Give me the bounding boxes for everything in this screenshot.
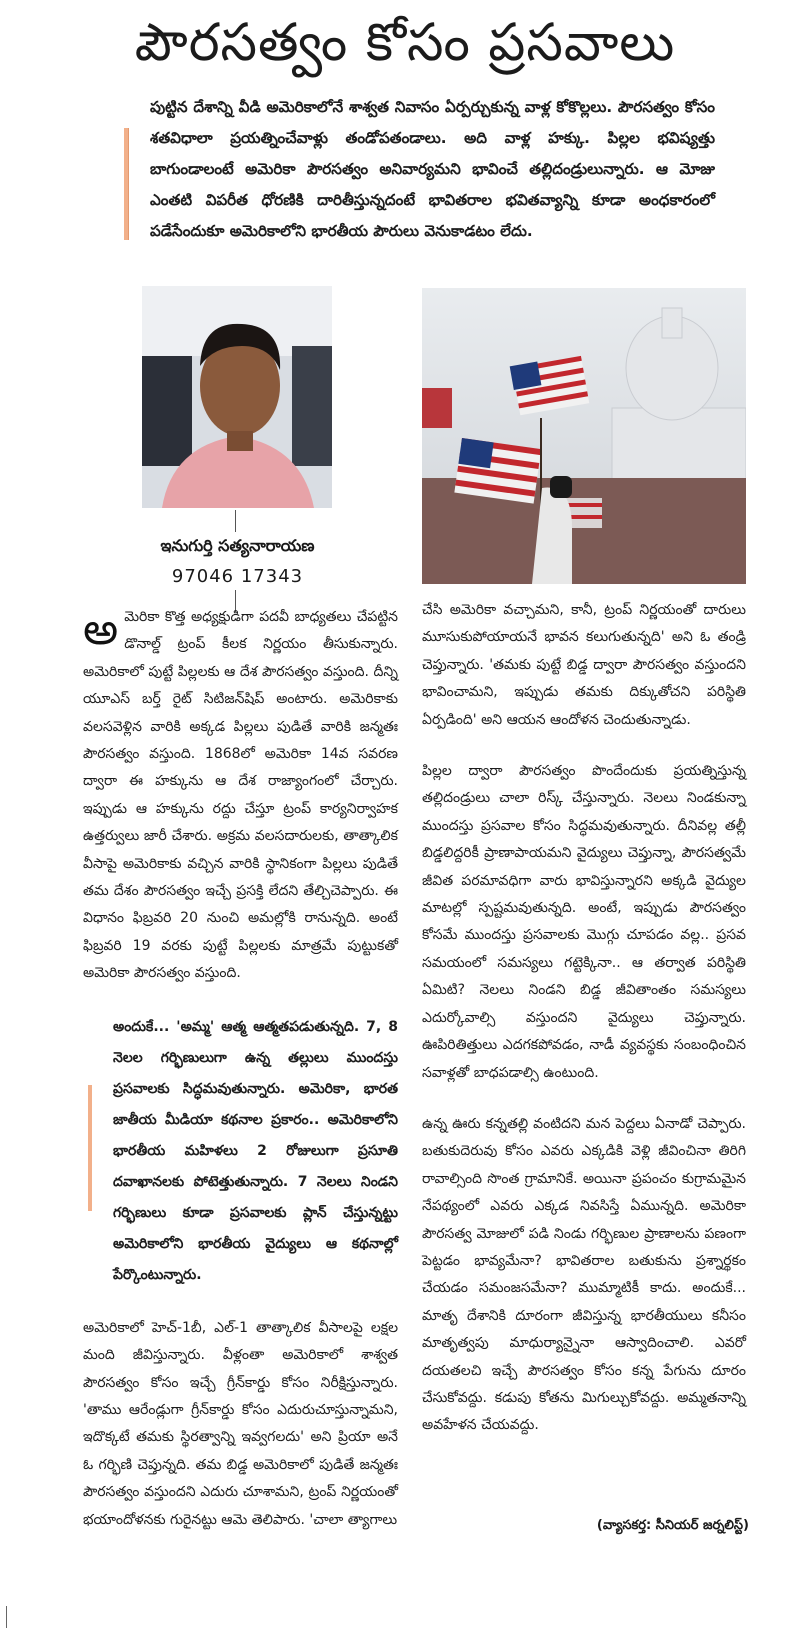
deck-intro: పుట్టిన దేశాన్ని వీడి అమెరికాలోనే శాశ్వత నివాసం ఏర్పర్చుకున్న వాళ్ల కోకొల్లలు. పౌరసత్వం కోసం శతవిధాలా ప్రయత్నించేవాళ్లు తండోపతండాలు. అది వాళ్ల హక్కు. పిల్లల భవిష్యత్తు బాగుండాలంటే అమెరికా పౌరసత్వం అనివార్యమని భావించే తల్లిదండ్రులున్నారు. ఆ మోజు ఎంతటి విపరీత ధోరణికి దారితీస్తున్నదంటే భావితరాల భవితవ్యాన్ని కూడా అంధకారంలో పడేసేందుకూ అమెరికాలోని భారతీయ పౌరులు వెనుకాడటం లేదు.	[150, 98, 715, 240]
author-phone: 97046 17343	[171, 566, 304, 587]
author-photo	[142, 286, 332, 508]
left-paragraph-1-text: మెరికా కొత్త అధ్యక్షుడిగా పదవీ బాధ్యతలు చేపట్టిన డొనాల్డ్ ట్రంప్ కీలక నిర్ణయం తీసుకున్నారు. అమెరికాలో పుట్టే పిల్లలకు ఆ దేశ పౌరసత్వం వస్తుంది. దీన్ని యూఎస్ బర్త్ రైట్ సిటిజన్‌షిప్ అంటారు. అమెరికాకు వలసవెళ్లిన వారికి అక్కడ పిల్లలు పుడితే వారికి జన్మతః పౌరసత్వం వస్తుంది. 1868లో అమెరికా 14వ సవరణ ద్వారా ఈ హక్కును ఆ దేశ రాజ్యాంగంలో చేర్చారు. ఇప్పుడు ఆ హక్కును రద్దు చేస్తూ ట్రంప్ కార్యనిర్వాహక ఉత్తర్వులు జారీ చేశారు. అక్రమ వలసదారులకు, తాత్కాలిక వీసాపై అమెరికాకు వచ్చిన వారికి స్థానికంగా పిల్లలు పుడితే తమ దేశం పౌరసత్వం ఇచ్చే ప్రసక్తి లేదని తేల్చిచెప్పారు. ఈ విధానం ఫిబ్రవరి 20 నుంచి అమల్లోకి రానున్నది. అంటే ఫిబ్రవరి 19 వరకు పుట్టే పిల్లలకు మాత్రమే పుట్టుకతో అమెరికా పౌరసత్వం వస్తుంది.	[83, 609, 398, 982]
corner-mark	[6, 1606, 7, 1628]
right-column	[422, 597, 746, 1464]
left-paragraph-2: అమెరికాలో హెచ్-1బీ, ఎల్-1 తాత్కాలిక వీసాలపై లక్షల మంది జీవిస్తున్నారు. వీళ్లంతా అమెరికాలో శాశ్వత పౌరసత్వం కోసం ఇచ్చే గ్రీన్‌కార్డు కోసం నిరీక్షిస్తున్నారు. 'తాము ఆరేండ్లుగా గ్రీన్‌కార్డు కోసం ఎదురుచూస్తున్నామని, ఇదొక్కటే తమకు స్థిరత్వాన్ని ఇవ్వగలదు' అని ప్రియా అనే ఓ గర్భిణి చెప్తున్నది. తమ బిడ్డ అమెరికాలో పుడితే జన్మతః పౌరసత్వం వస్తుందని ఎదురు చూశామని, ట్రంప్ నిర్ణయంతో భయాందోళనకు గురైనట్టు ఆమె తెలిపారు. 'చాలా త్యాగాలు	[83, 1319, 398, 1528]
left-column	[83, 604, 398, 1558]
drop-cap: అ	[83, 604, 119, 655]
right-paragraph-3: ఉన్న ఊరు కన్నతల్లి వంటిదని మన పెద్దలు ఏనాడో చెప్పారు. బతుకుదెరువు కోసం ఎవరు ఎక్కడికి వెళ్లి జీవించినా తిరిగి రావాల్సింది సొంత గ్రామానికే. అయినా ప్రపంచం కుగ్రామమైన నేపథ్యంలో ఎవరు ఎక్కడ నివసిస్తే ఏమున్నది. అమెరికా పౌరసత్వ మోజులో పడి నిండు గర్భిణుల ప్రాణాలను పణంగా పెట్టడం భావ్యమేనా? భావితరాల బతుకును ప్రశ్నార్థకం చేయడం సమంజసమేనా? ముమ్మాటికీ కాదు. అందుకే... మాతృ దేశానికి దూరంగా జీవిస్తున్న భారతీయులు కనీసం మాతృత్వపు మాధుర్యాన్నైనా ఆస్వాదించాలి. ఎవరో దయతలచి ఇచ్చే పౌరసత్వం కోసం కన్న పేగును దూరం చేసుకోవద్దు. కడుపు కోతను మిగుల్చుకోవద్దు. అమ్మతనాన్ని అవహేళన చేయవద్దు.	[422, 1115, 746, 1434]
author-divider-top	[235, 510, 236, 532]
deck-accent-line	[128, 128, 129, 240]
capitol-flags-photo	[422, 288, 746, 584]
author-name: ఇనుగుర్తి సత్యనారాయణ	[160, 536, 315, 555]
left-paragraph-1	[83, 604, 398, 988]
right-paragraph-1: చేసి అమెరికా వచ్చామని, కానీ, ట్రంప్ నిర్ణయంతో దారులు మూసుకుపోయాయనే భావన కలుగుతున్నది' అని ఓ తండ్రి చెప్తున్నారు. 'తమకు పుట్టే బిడ్డ ద్వారా పౌరసత్వం వస్తుందని భావించామని, ఇప్పుడు తమకు దిక్కుతోచని పరిస్థితి ఏర్పడింది' అని ఆయన ఆందోళన చెందుతున్నాడు.	[422, 602, 746, 728]
byline: (వ్యాసకర్త: సీనియర్ జర్నలిస్ట్)	[596, 1518, 749, 1533]
headline: పౌరసత్వం కోసం ప్రసవాలు	[134, 13, 676, 73]
right-paragraph-2: పిల్లల ద్వారా పౌరసత్వం పొందేందుకు ప్రయత్నిస్తున్న తల్లిదండ్రులు చాలా రిస్క్ చేస్తున్నారు. నెలలు నిండకున్నా ముందస్తు ప్రసవాల కోసం సిద్ధమవుతున్నారు. దీనివల్ల తల్లీ బిడ్డలిద్దరికీ ప్రాణాపాయమని వైద్యులు చెప్తున్నా, పౌరసత్వమే జీవిత పరమావధిగా వారు భావిస్తున్నారని అక్కడి వైద్యుల మాటల్లో స్పష్టమవుతున్నది. అంటే, ఇప్పుడు పౌరసత్వం కోసమే ముందస్తు ప్రసవాలకు మొగ్గు చూపడం వల్ల.. ప్రసవ సమయంలో సమస్యలు గట్టెక్కినా.. ఆ తర్వాత పరిస్థితి ఏమిటి? నెలలు నిండని బిడ్డ జీవితాంతం సమస్యలు ఎదుర్కోవాల్సి వస్తుందని వైద్యులు చెప్తున్నారు. ఊపిరితిత్తులు ఎదగకపోవడం, నాడీ వ్యవస్థకు సంబంధించిన సవాళ్లతో బాధపడాల్సి ఉంటుంది.	[422, 763, 746, 1081]
pull-quote: అందుకే... 'అమ్మ' ఆత్మ ఆత్మతపడుతున్నది. 7, 8 నెలల గర్భిణులుగా ఉన్న తల్లులు ముందస్తు ప్రసవాలకు సిద్ధమవుతున్నారు. అమెరికా, భారత జాతీయ మీడియా కథనాల ప్రకారం.. అమెరికాలోని భారతీయ మహిళలు 2 రోజులుగా ప్రసూతి దవాఖానలకు పోటెత్తుతున్నారు. 7 నెలలు నిండని గర్భిణులు కూడా ప్రసవాలకు ప్లాన్ చేస్తున్నట్టు అమెరికాలోని భారతీయ వైద్యులు ఆ కథనాల్లో పేర్కొంటున్నారు.	[113, 1018, 398, 1283]
